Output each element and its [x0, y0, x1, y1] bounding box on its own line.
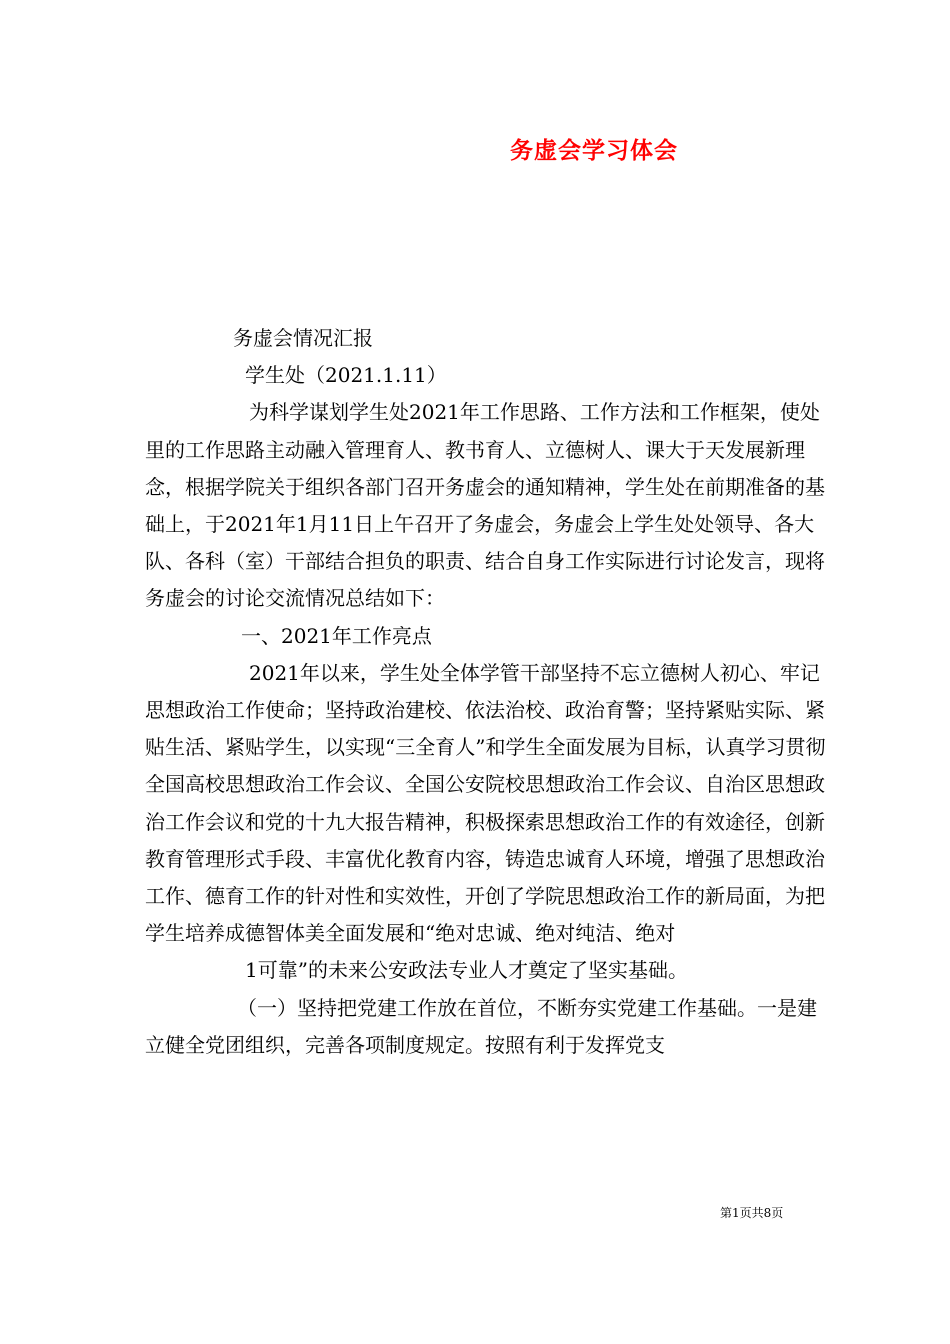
page-title: 务虚会学习体会: [510, 137, 678, 164]
report-department-date: 学生处（2021.1.11）: [245, 363, 447, 388]
report-heading: 务虚会情况汇报: [233, 326, 373, 350]
paragraph-continuation: 1可靠”的未来公安政法专业人才奠定了坚实基础。: [245, 958, 688, 983]
document-body: [145, 320, 835, 1064]
section-heading-highlights: 一、2021年工作亮点: [241, 623, 432, 648]
page-number: 第1页共8页: [720, 1206, 784, 1220]
paragraph-intro: 为科学谋划学生处2021年工作思路、工作方法和工作框架，使处里的工作思路主动融入管理育人、教书育人、立德树人、课大于天发展新理念，根据学院关于组织各部门召开务虚会的通知精神，学生处在前期准备的基础上，于2021年1月11日上午召开了务虚会，务虚会上学生处处领导、各大队、各科（室）干部结合担负的职责、结合自身工作实际进行讨论发言，现将务虚会的讨论交流情况总结如下：: [145, 400, 825, 611]
paragraph-party-building: （一）坚持把党建工作放在首位，不断夯实党建工作基础。一是建立健全党团组织，完善各项制度规定。按照有利于发挥党支: [145, 995, 817, 1057]
paragraph-highlights: 2021年以来，学生处全体学管干部坚持不忘立德树人初心、牢记思想政治工作使命；坚持政治建校、依法治校、政治育警；坚持紧贴实际、紧贴生活、紧贴学生，以实现“三全育人”和学生全面发展为目标，认真学习贯彻全国高校思想政治工作会议、全国公安院校思想政治工作会议、自治区思想政治工作会议和党的十九大报告精神，积极探索思想政治工作的有效途径，创新教育管理形式手段、丰富优化教育内容，铸造忠诚育人环境，增强了思想政治工作、德育工作的针对性和实效性，开创了学院思想政治工作的新局面，为把学生培养成德智体美全面发展和“绝对忠诚、绝对纯洁、绝对: [145, 660, 826, 946]
